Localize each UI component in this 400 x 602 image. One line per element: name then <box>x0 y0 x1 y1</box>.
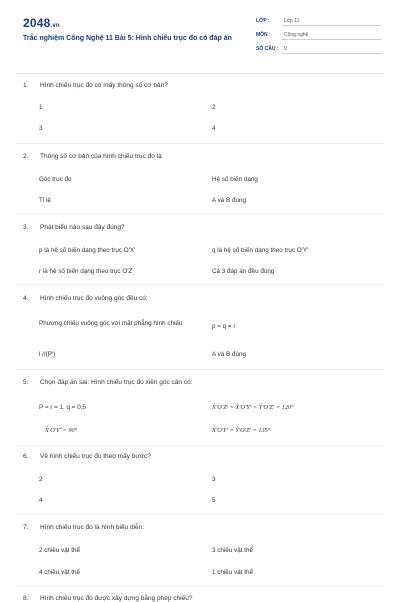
question-text: 5. Chọn đáp án sai: Hình chiếu trục đo xiên góc cân có: <box>23 379 193 386</box>
question-separator <box>16 284 384 285</box>
question-separator <box>16 369 384 370</box>
meta-subject-label: MÔN : <box>256 32 271 38</box>
option-c[interactable]: 4 <box>39 497 43 504</box>
question-text: 2. Thông số cơ bản của hình chiếu trục đo là <box>23 153 162 160</box>
option-b[interactable]: 3 chiều vật thể <box>212 547 253 554</box>
option-b[interactable]: p = q = r <box>212 323 236 330</box>
meta-count-label: SỐ CÂU : <box>256 46 279 52</box>
option-a[interactable]: P = r = 1, q = 0,5 <box>39 404 86 411</box>
option-b[interactable]: Hệ số biến dạng <box>212 176 258 183</box>
meta-class <box>256 14 381 26</box>
meta-subject <box>256 28 381 40</box>
option-b[interactable]: q là hệ số biến dạng theo trục O'Y' <box>212 247 309 254</box>
option-a[interactable]: Phương chiếu vuông góc với mặt phẳng hình chiếu <box>39 320 183 327</box>
page-header <box>0 0 400 72</box>
option-d[interactable]: 4 <box>212 125 216 132</box>
question-separator <box>16 143 384 144</box>
question-text: 4. Hình chiếu trục đo vuông góc đều có: <box>23 295 148 302</box>
option-a[interactable]: p là hệ số biến dạng theo trục O'X' <box>39 247 136 254</box>
meta-count <box>256 42 381 54</box>
option-a[interactable]: 2 chiều vật thể <box>39 547 80 554</box>
option-d[interactable]: Cả 3 đáp án đều đúng <box>212 268 275 275</box>
option-d[interactable]: A và B đúng <box>212 351 246 358</box>
question-separator <box>16 445 384 446</box>
meta-subject-value: Công nghệ <box>284 32 309 38</box>
question-text: 7. Hình chiếu trục đo là hình biểu diễn: <box>23 524 145 531</box>
option-c[interactable]: 4 chiều vật thể <box>39 569 80 576</box>
option-b[interactable]: X̂'O'Z' = X̂'O'Y' = Ŷ'O'Z' = 120° <box>212 404 294 411</box>
header-divider <box>16 73 384 74</box>
option-d[interactable]: X̂'O'Y' = Ŷ'O'Z' = 135° <box>212 427 271 434</box>
option-c[interactable]: r là hệ số biến dạng theo trục O'Z' <box>39 268 134 275</box>
option-d[interactable]: A và B đúng <box>212 197 246 204</box>
question-text: 1. Hình chiếu trục đo có mấy thông số cơ bản? <box>23 82 168 89</box>
option-a[interactable]: 2 <box>39 476 43 483</box>
question-text: 3. Phát biểu nào sau đây đúng? <box>23 224 125 231</box>
option-c[interactable]: l //(P') <box>39 351 56 358</box>
option-d[interactable]: 1 chiều vật thể <box>212 569 253 576</box>
option-d[interactable]: 5 <box>212 497 216 504</box>
question-separator <box>16 514 384 515</box>
option-b[interactable]: 3 <box>212 476 216 483</box>
question-separator <box>16 213 384 214</box>
meta-class-value: Lớp 11 <box>284 18 300 24</box>
page-title: Trắc nghiệm Công Nghệ 11 Bài 5: Hình chiếu trục đo có đáp án <box>23 35 232 42</box>
meta-class-label: LỚP : <box>256 18 270 24</box>
question-separator <box>16 586 384 587</box>
site-logo[interactable]: 2048.vn <box>23 16 60 30</box>
question-text: 8. Hình chiếu trục đo được xây dựng bằng phép chiếu? <box>23 595 193 602</box>
option-b[interactable]: 2 <box>212 104 216 111</box>
option-a[interactable]: 1 <box>39 104 43 111</box>
meta-count-value: 9 <box>284 46 287 52</box>
question-text: 6. Vẽ hình chiếu trục đo theo mấy bước? <box>23 453 151 460</box>
option-c[interactable]: X̂'O'Y' = 90° <box>45 427 78 434</box>
option-c[interactable]: Tỉ lệ <box>39 197 51 204</box>
option-a[interactable]: Góc trục đo <box>39 176 72 183</box>
option-c[interactable]: 3 <box>39 125 43 132</box>
